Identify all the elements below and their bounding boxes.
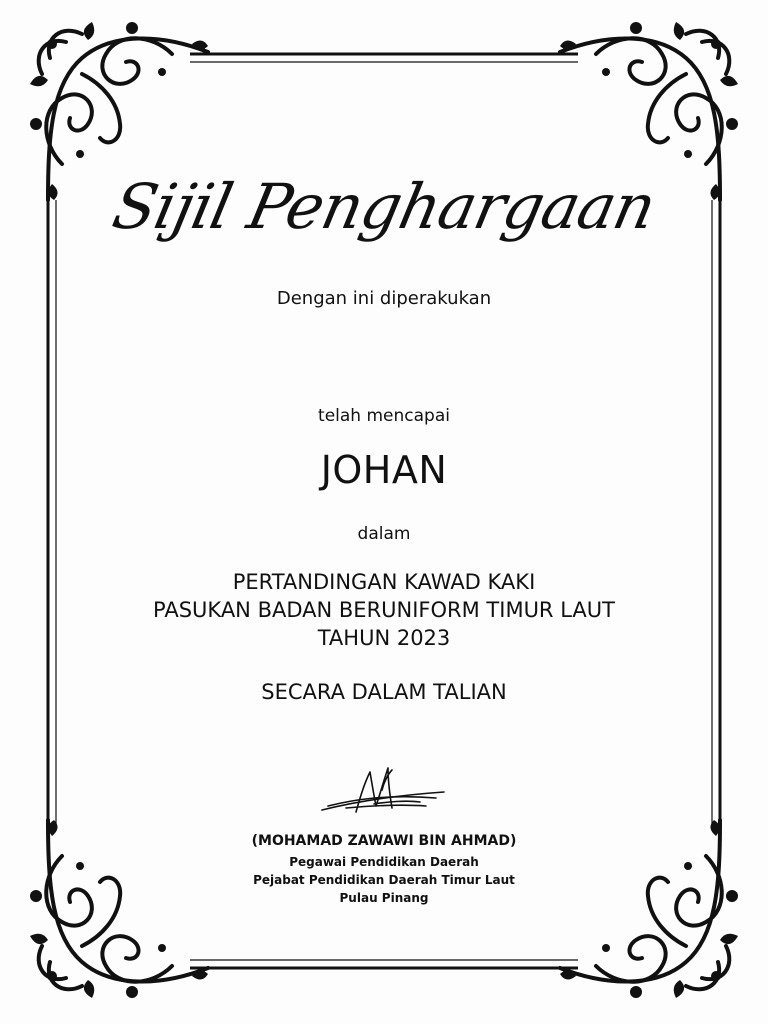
within-label: dalam <box>357 524 411 544</box>
event-mode: SECARA DALAM TALIAN <box>261 680 507 704</box>
signature-image <box>316 760 452 822</box>
signatory-state: Pulau Pinang <box>339 891 429 905</box>
event-name <box>0 568 768 652</box>
signatory-name: (MOHAMAD ZAWAWI BIN AHMAD) <box>251 833 517 849</box>
award-title: JOHAN <box>320 448 448 492</box>
event-line-3: TAHUN 2023 <box>317 626 451 650</box>
signatory-role: Pegawai Pendidikan Daerah <box>289 855 479 869</box>
event-line-1: PERTANDINGAN KAWAD KAKI <box>232 570 536 594</box>
certificate-subtitle: Dengan ini diperakukan <box>276 288 492 309</box>
event-line-2: PASUKAN BADAN BERUNIFORM TIMUR LAUT <box>153 598 615 622</box>
achieved-label: telah mencapai <box>318 406 450 426</box>
certificate-title: Sijil Penghargaan <box>106 170 662 243</box>
signatory-office: Pejabat Pendidikan Daerah Timur Laut <box>253 873 515 887</box>
